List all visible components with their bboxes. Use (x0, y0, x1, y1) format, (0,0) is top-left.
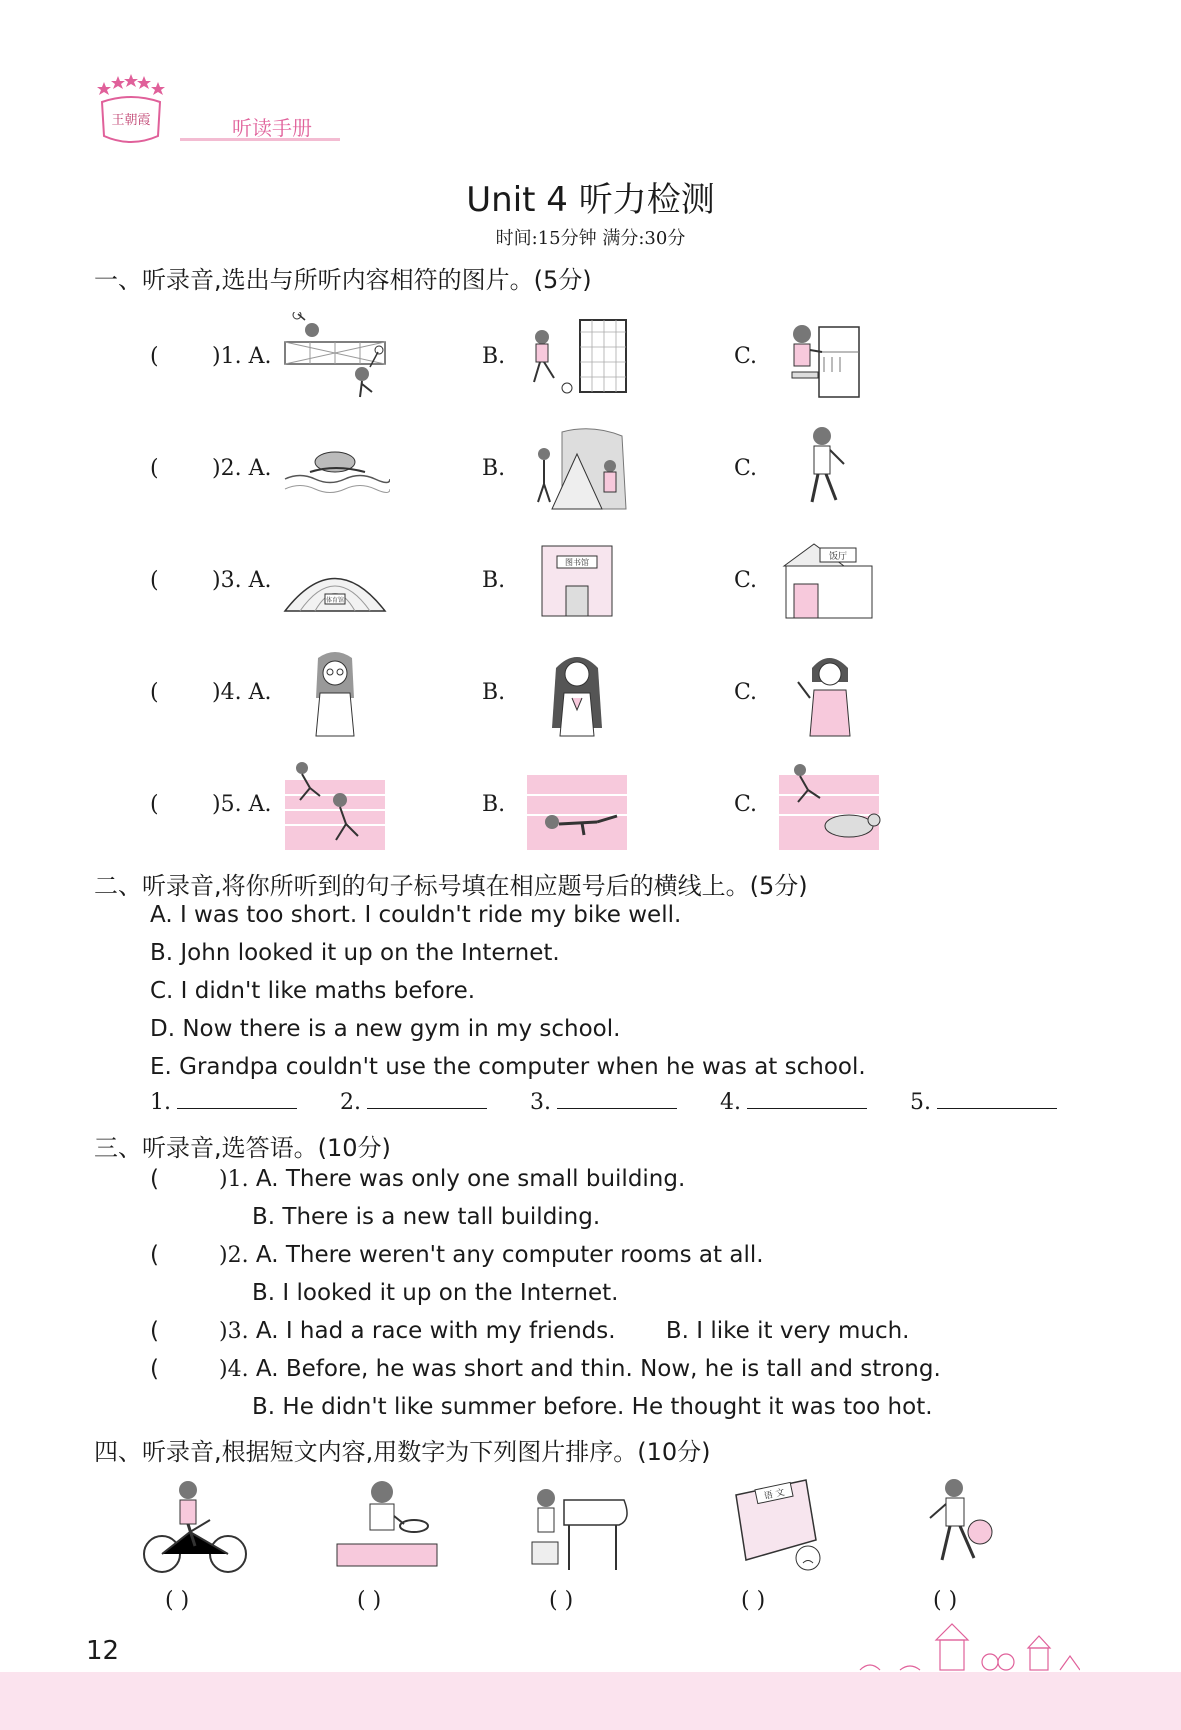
answer-paren[interactable]: ( (150, 1242, 159, 1268)
page-number: 12 (86, 1636, 120, 1666)
s2-sentence-a: A. I was too short. I couldn't ride my bike well. (150, 902, 682, 928)
s1-row-3 (150, 536, 1050, 626)
option-c-label: C. (734, 792, 758, 817)
playing-ball-picture (908, 1470, 1018, 1580)
section3-heading: 三、听录音,选答语。(10分) (94, 1134, 391, 1162)
answer-blank[interactable] (557, 1090, 677, 1109)
woman-glasses-picture (280, 648, 390, 738)
option-a: A. There weren't any computer rooms at all. (255, 1242, 764, 1268)
order-paren[interactable]: ( ) (933, 1588, 958, 1613)
girl-short-hair-picture (774, 648, 884, 738)
village-decoration (800, 1620, 1080, 1680)
section4-heading: 四、听录音,根据短文内容,用数字为下列图片排序。(10分) (94, 1438, 711, 1466)
page-title: Unit 4 听力检测 (466, 180, 715, 220)
boy-fell-down-picture (522, 760, 632, 850)
blank-number: 3. (530, 1090, 551, 1115)
s3-q4-a (150, 1356, 941, 1382)
s2-sentence-c: C. I didn't like maths before. (150, 978, 476, 1004)
answer-paren[interactable]: ( (150, 1318, 159, 1344)
answer-paren[interactable]: ( (150, 568, 159, 593)
option-a-label: )2. A. (212, 456, 272, 481)
q-number: )4. (218, 1357, 249, 1382)
option-b-label: B. (482, 344, 506, 369)
s3-q3 (150, 1318, 910, 1344)
svg-text:图书馆: 图书馆 (565, 558, 589, 567)
blank-number: 5. (910, 1090, 931, 1115)
option-c-label: C. (734, 680, 758, 705)
blank-number: 1. (150, 1090, 171, 1115)
walking-boy-picture (774, 424, 884, 514)
option-a-label: )1. A. (212, 344, 272, 369)
q-number: )3. (218, 1319, 249, 1344)
blank-number: 2. (340, 1090, 361, 1115)
girl-long-hair-picture (522, 648, 632, 738)
option-c-label: C. (734, 568, 758, 593)
gym-building-picture (280, 536, 390, 626)
s3-q1-a (150, 1166, 685, 1192)
order-paren[interactable]: ( ) (165, 1588, 190, 1613)
option-b-label: B. (482, 456, 506, 481)
s1-row-1 (150, 312, 1050, 402)
option-c-label: C. (734, 344, 758, 369)
page-subtitle: 时间:15分钟 满分:30分 (495, 228, 686, 249)
s2-sentence-e: E. Grandpa couldn't use the computer when he was at school. (150, 1054, 866, 1080)
svg-text:饭厅: 饭厅 (828, 552, 848, 562)
option-a: A. I had a race with my friends. (255, 1318, 616, 1344)
swimming-picture (280, 424, 390, 514)
option-a-label: )5. A. (212, 792, 272, 817)
s2-sentence-b: B. John looked it up on the Internet. (150, 940, 560, 966)
q-number: )1. (218, 1167, 249, 1192)
section2-heading: 二、听录音,将你所听到的句子标号填在相应题号后的横线上。(5分) (94, 872, 808, 900)
option-b-label: B. (482, 680, 506, 705)
option-a-label: )3. A. (212, 568, 272, 593)
badminton-picture (280, 312, 390, 402)
svg-text:语 文: 语 文 (763, 1487, 786, 1503)
dining-hall-picture (774, 536, 884, 626)
football-goal-picture (522, 312, 632, 402)
s2-sentence-d: D. Now there is a new gym in my school. (150, 1016, 621, 1042)
s3-q4-b: B. He didn't like summer before. He thought it was too hot. (252, 1394, 933, 1420)
s3-q1-b: B. There is a new tall building. (252, 1204, 601, 1230)
order-paren[interactable]: ( ) (357, 1588, 382, 1613)
answer-blank[interactable] (367, 1090, 487, 1109)
option-a: A. There was only one small building. (255, 1166, 686, 1192)
blank-number: 4. (720, 1090, 741, 1115)
order-paren[interactable]: ( ) (741, 1588, 766, 1613)
option-b-label: B. (482, 792, 506, 817)
q-number: )2. (218, 1243, 249, 1268)
library-building-picture (522, 536, 632, 626)
option-b: B. I like it very much. (665, 1318, 910, 1344)
cooking-picture (332, 1470, 442, 1580)
s4-pictures (140, 1470, 1040, 1640)
answer-paren[interactable]: ( (150, 456, 159, 481)
option-b-label: B. (482, 568, 506, 593)
s3-q2-b: B. I looked it up on the Internet. (252, 1280, 619, 1306)
s1-row-4 (150, 648, 1050, 738)
answer-paren[interactable]: ( (150, 1166, 159, 1192)
camping-picture (522, 424, 632, 514)
piano-picture (774, 312, 884, 402)
publisher-logo (92, 72, 170, 150)
s3-q2-a (150, 1242, 764, 1268)
option-a: A. Before, he was short and thin. Now, he is tall and strong. (255, 1356, 941, 1382)
footer-band (0, 1672, 1181, 1730)
answer-blank[interactable] (747, 1090, 867, 1109)
s1-row-2 (150, 424, 1050, 514)
race-with-cheetah-picture (774, 760, 884, 850)
answer-blank[interactable] (937, 1090, 1057, 1109)
order-paren[interactable]: ( ) (549, 1588, 574, 1613)
answer-paren[interactable]: ( (150, 680, 159, 705)
answer-paren[interactable]: ( (150, 1356, 159, 1382)
svg-text:体育馆: 体育馆 (325, 597, 345, 604)
running-race-picture (280, 760, 390, 850)
riding-bike-picture (140, 1470, 250, 1580)
option-c-label: C. (734, 456, 758, 481)
s2-blanks (150, 1090, 1100, 1115)
s1-row-5 (150, 760, 1050, 850)
option-a-label: )4. A. (212, 680, 272, 705)
answer-blank[interactable] (177, 1090, 297, 1109)
answer-paren[interactable]: ( (150, 792, 159, 817)
section1-heading: 一、听录音,选出与所听内容相符的图片。(5分) (94, 266, 592, 294)
chinese-book-picture (716, 1470, 826, 1580)
playing-piano-picture (524, 1470, 634, 1580)
svg-text:王朝霞: 王朝霞 (111, 113, 151, 128)
answer-paren[interactable]: ( (150, 344, 159, 369)
header-label: 听读手册 (232, 116, 312, 140)
